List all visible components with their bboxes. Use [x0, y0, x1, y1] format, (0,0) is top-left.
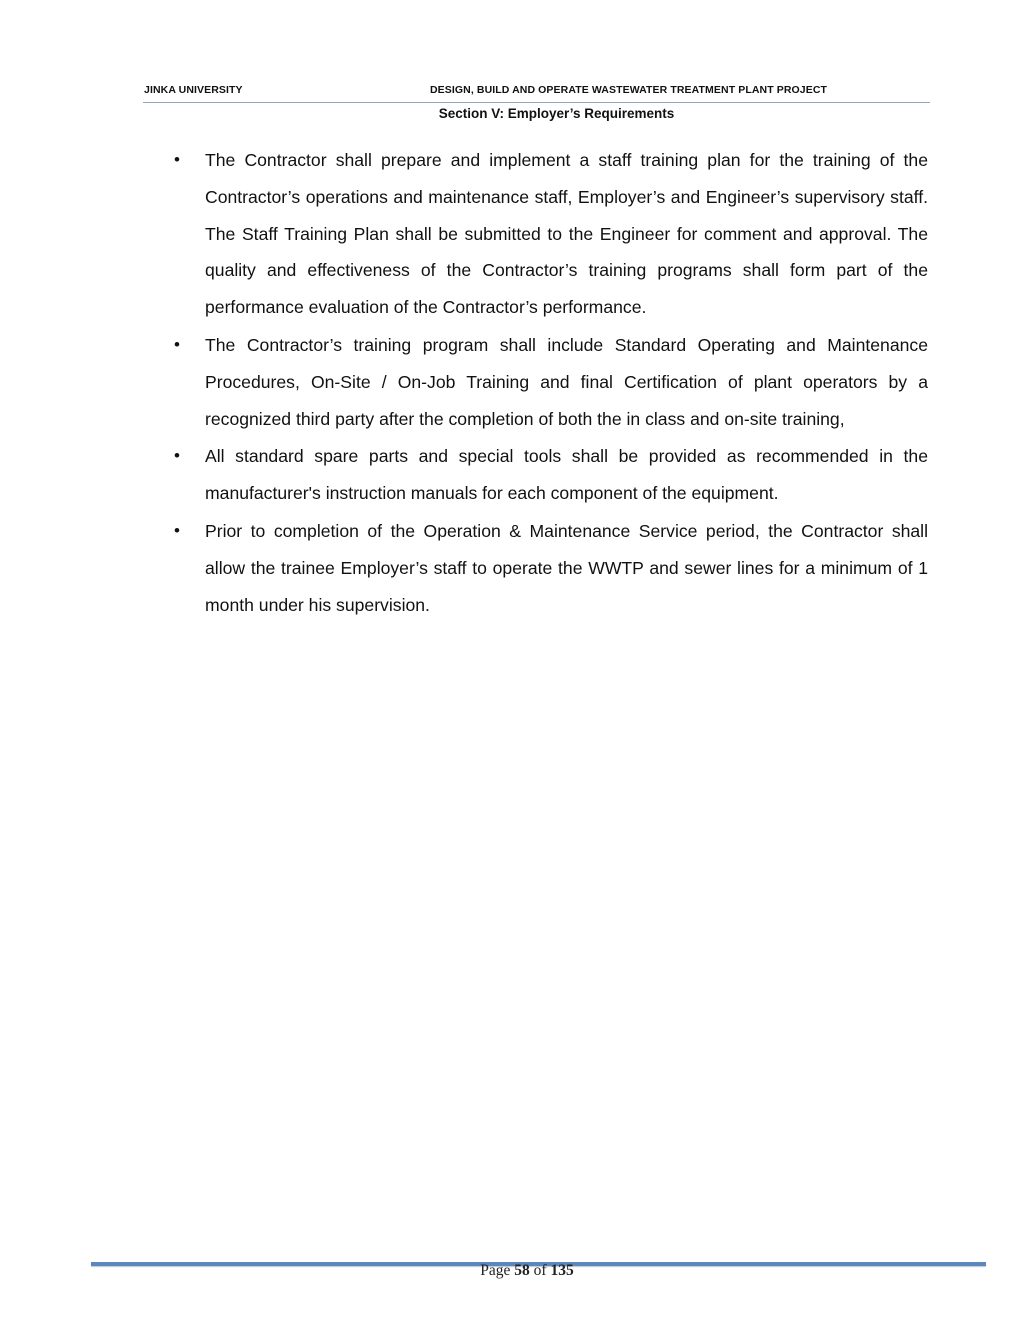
document-body — [172, 142, 928, 624]
list-item — [172, 513, 928, 623]
section-title: Section V: Employer’s Requirements — [438, 106, 675, 121]
header-organization: JINKA UNIVERSITY — [144, 84, 243, 96]
list-item-text: The Contractor shall prepare and implement a staff training plan for the training of the Contractor’s operations and maintenance staff, Employer’s and Engineer’s supervisory staff. The Staff Training Plan shall be submitted to the Engineer for comment and approval. The quality and effectiveness of the Contractor’s training programs shall form part of the performance evaluation of the Contractor’s performance. — [205, 150, 928, 318]
page-word: Page — [480, 1262, 511, 1279]
bullet-icon: • — [174, 520, 180, 540]
bullet-icon: • — [174, 446, 180, 466]
current-page-number: 58 — [514, 1262, 530, 1279]
list-item-text: Prior to completion of the Operation & Maintenance Service period, the Contractor shall allow the trainee Employer’s staff to operate the WWTP and sewer lines for a minimum of 1 month under his supervision. — [205, 520, 928, 615]
list-item-text: The Contractor’s training program shall include Standard Operating and Maintenance Procedures, On-Site / On-Job Training and final Certification of plant operators by a recognized third party after the completion of both the in class and on-site training, — [205, 334, 928, 429]
list-item — [172, 142, 928, 326]
page-number-footer — [0, 1262, 1024, 1280]
requirements-list — [172, 142, 928, 623]
list-item — [172, 327, 928, 437]
bullet-icon: • — [174, 150, 180, 169]
header-project-title: DESIGN, BUILD AND OPERATE WASTEWATER TREATMENT PLANT PROJECT — [430, 84, 828, 96]
total-pages: 135 — [550, 1262, 574, 1279]
list-item-text: All standard spare parts and special tools shall be provided as recommended in the manufacturer's instruction manuals for each component of the equipment. — [205, 446, 928, 504]
list-item — [172, 438, 928, 512]
of-word: of — [533, 1262, 547, 1279]
bullet-icon: • — [174, 334, 180, 354]
page-header — [143, 82, 930, 103]
